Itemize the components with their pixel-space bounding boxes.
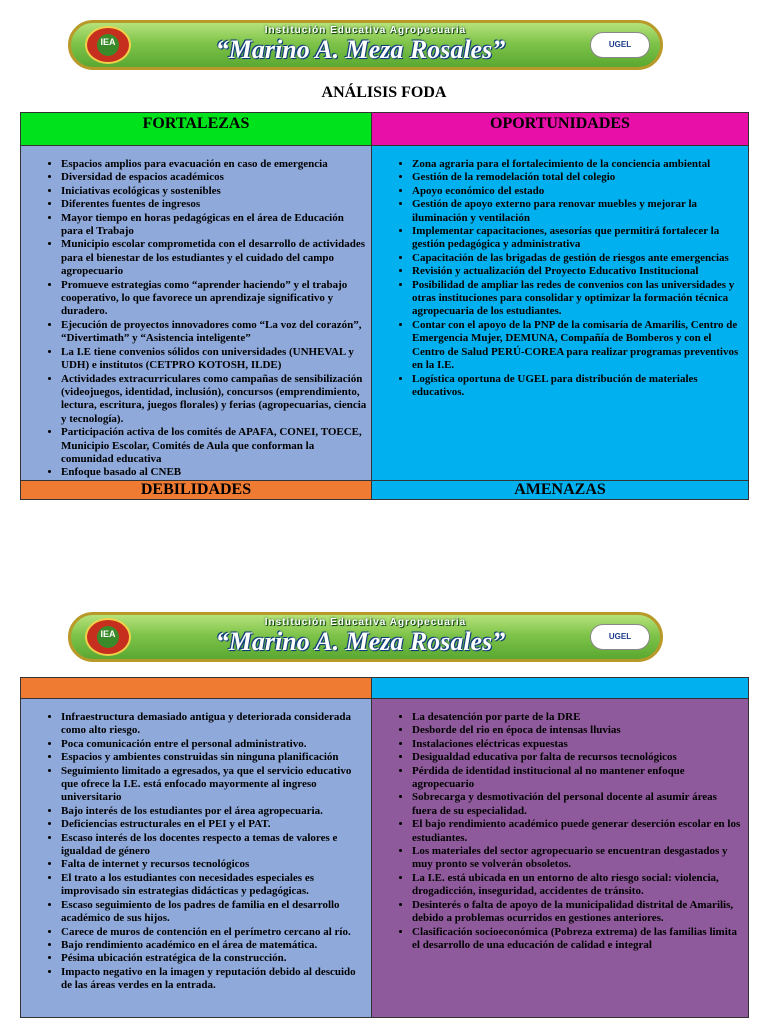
- list-item: • Desinterés o falta de apoyo de la municipalidad distrital de Amarilis, debido a problemas ocurridos en gestiones anteriores.: [412, 899, 744, 926]
- list-item: • Gestión de apoyo externo para renovar muebles y mejorar la iluminación y ventilación: [412, 198, 744, 225]
- list-item: • Diversidad de espacios académicos: [61, 171, 367, 184]
- amenazas-list: [372, 711, 748, 952]
- school-banner-top: [68, 20, 663, 70]
- list-item: • Seguimiento limitado a egresados, ya que el servicio educativo que ofrece la I.E. está enfocado mayormente al ingreso universitario: [61, 765, 367, 805]
- fortalezas-header: FORTALEZAS: [20, 112, 372, 146]
- list-item: • Zona agraria para el fortalecimiento de la conciencia ambiental: [412, 158, 744, 171]
- list-item: • La desatención por parte de la DRE: [412, 711, 744, 724]
- list-item: • Los materiales del sector agropecuario se encuentran desgastados y muy pronto se volverán obsoletos.: [412, 845, 744, 872]
- list-item: • Desborde del rio en época de intensas lluvias: [412, 724, 744, 737]
- list-item: • Capacitación de las brigadas de gestión de riesgos ante emergencias: [412, 252, 744, 265]
- list-item: • Revisión y actualización del Proyecto Educativo Institucional: [412, 265, 744, 278]
- amenazas-header-2: [371, 677, 749, 699]
- debilidades-body: [20, 698, 372, 1018]
- list-item: • Espacios amplios para evacuación en caso de emergencia: [61, 158, 367, 171]
- list-item: • Contar con el apoyo de la PNP de la comisaría de Amarilis, Centro de Emergencia Mujer, DEMUNA, Compañía de Bomberos y con el Centro de Salud PERÚ-COREA para realizar programas preventivos en la I.E.: [412, 319, 744, 373]
- debilidades-header-2: [20, 677, 372, 699]
- list-item: • Bajo rendimiento académico en el área de matemática.: [61, 939, 367, 952]
- school-crest-icon: IEA: [85, 26, 131, 64]
- list-item: • Escaso seguimiento de los padres de familia en el desarrollo académico de sus hijos.: [61, 899, 367, 926]
- school-crest-icon: IEA: [85, 618, 131, 656]
- list-item: • Implementar capacitaciones, asesorías que permitirá fortalecer la gestión pedagógica y administrativa: [412, 225, 744, 252]
- ugel-logo-icon: UGEL: [590, 32, 650, 58]
- list-item: • Carece de muros de contención en el perímetro cercano al río.: [61, 926, 367, 939]
- list-item: • La I.E. está ubicada en un entorno de alto riesgo social: violencia, drogadicción, inseguridad, accidentes de tránsito.: [412, 872, 744, 899]
- list-item: • Posibilidad de ampliar las redes de convenios con las universidades y otras instituciones para consolidar y optimizar la formación técnica agropecuaria de los estudiantes.: [412, 279, 744, 319]
- debilidades-header: DEBILIDADES: [20, 480, 372, 500]
- school-banner-bottom: [68, 612, 663, 662]
- oportunidades-header: OPORTUNIDADES: [371, 112, 749, 146]
- list-item: • Clasificación socioeconómica (Pobreza extrema) de las familias limita el desarrollo de una educación de calidad e integral: [412, 926, 744, 953]
- list-item: • Falta de internet y recursos tecnológicos: [61, 858, 367, 871]
- list-item: • Espacios y ambientes construidas sin ninguna planificación: [61, 751, 367, 764]
- list-item: • Infraestructura demasiado antigua y deteriorada considerada como alto riesgo.: [61, 711, 367, 738]
- list-item: • La I.E tiene convenios sólidos con universidades (UNHEVAL y UDH) e institutos (CETPRO KOTOSH, ILDE): [61, 346, 367, 373]
- list-item: • Promueve estrategias como “aprender haciendo” y el trabajo cooperativo, lo que favorece un aprendizaje significativo y duradero.: [61, 279, 367, 319]
- list-item: • Desigualdad educativa por falta de recursos tecnológicos: [412, 751, 744, 764]
- list-item: • Apoyo económico del estado: [412, 185, 744, 198]
- institution-label: Institución Educativa Agropecuaria: [264, 25, 467, 36]
- list-item: • El trato a los estudiantes con necesidades especiales es improvisado sin estrategias didácticas y pedagógicas.: [61, 872, 367, 899]
- list-item: • Enfoque basado al CNEB: [61, 466, 367, 479]
- list-item: • Sobrecarga y desmotivación del personal docente al asumir áreas fuera de su especialidad.: [412, 791, 744, 818]
- list-item: • Ejecución de proyectos innovadores como “La voz del corazón”, “Divertimath” y “Asistencia inteligente”: [61, 319, 367, 346]
- list-item: • Diferentes fuentes de ingresos: [61, 198, 367, 211]
- list-item: • Pérdida de identidad institucional al no mantener enfoque agropecuario: [412, 765, 744, 792]
- school-name: “Marino A. Meza Rosales”: [215, 627, 506, 656]
- list-item: • Pésima ubicación estratégica de la construcción.: [61, 952, 367, 965]
- list-item: • Instalaciones eléctricas expuestas: [412, 738, 744, 751]
- list-item: • Impacto negativo en la imagen y reputación debido al descuido de las áreas verdes en la entrada.: [61, 966, 367, 993]
- list-item: • Participación activa de los comités de APAFA, CONEI, TOECE, Municipio Escolar, Comités de Aula que conforman la comunidad educativa: [61, 426, 367, 466]
- list-item: • Logística oportuna de UGEL para distribución de materiales educativos.: [412, 373, 744, 400]
- list-item: • Gestión de la remodelación total del colegio: [412, 171, 744, 184]
- oportunidades-list: [372, 158, 748, 399]
- list-item: • Escaso interés de los docentes respecto a temas de valores e igualdad de género: [61, 832, 367, 859]
- ugel-logo-icon: UGEL: [590, 624, 650, 650]
- institution-label: Institución Educativa Agropecuaria: [264, 617, 467, 628]
- list-item: • Iniciativas ecológicas y sostenibles: [61, 185, 367, 198]
- list-item: • Mayor tiempo en horas pedagógicas en el área de Educación para el Trabajo: [61, 212, 367, 239]
- list-item: • El bajo rendimiento académico puede generar deserción escolar en los estudiantes.: [412, 818, 744, 845]
- fortalezas-list: [21, 158, 371, 480]
- list-item: • Poca comunicación entre el personal administrativo.: [61, 738, 367, 751]
- amenazas-header: AMENAZAS: [371, 480, 749, 500]
- list-item: • Bajo interés de los estudiantes por el área agropecuaria.: [61, 805, 367, 818]
- page-title: ANÁLISIS FODA: [321, 84, 447, 101]
- list-item: • Actividades extracurriculares como campañas de sensibilización (videojuegos, identidad, inclusión), concursos (emprendimiento, lectura, escritura, juegos florales) y ferias (agropecuarias, ciencia y tecnología).: [61, 373, 367, 427]
- list-item: • Municipio escolar comprometida con el desarrollo de actividades para el bienestar de los estudiantes y el cuidado del campo agropecuario: [61, 238, 367, 278]
- debilidades-list: [21, 711, 371, 993]
- amenazas-body: [371, 698, 749, 1018]
- fortalezas-body: [20, 145, 372, 481]
- list-item: • Deficiencias estructurales en el PEI y el PAT.: [61, 818, 367, 831]
- oportunidades-body: [371, 145, 749, 481]
- school-name: “Marino A. Meza Rosales”: [215, 35, 506, 64]
